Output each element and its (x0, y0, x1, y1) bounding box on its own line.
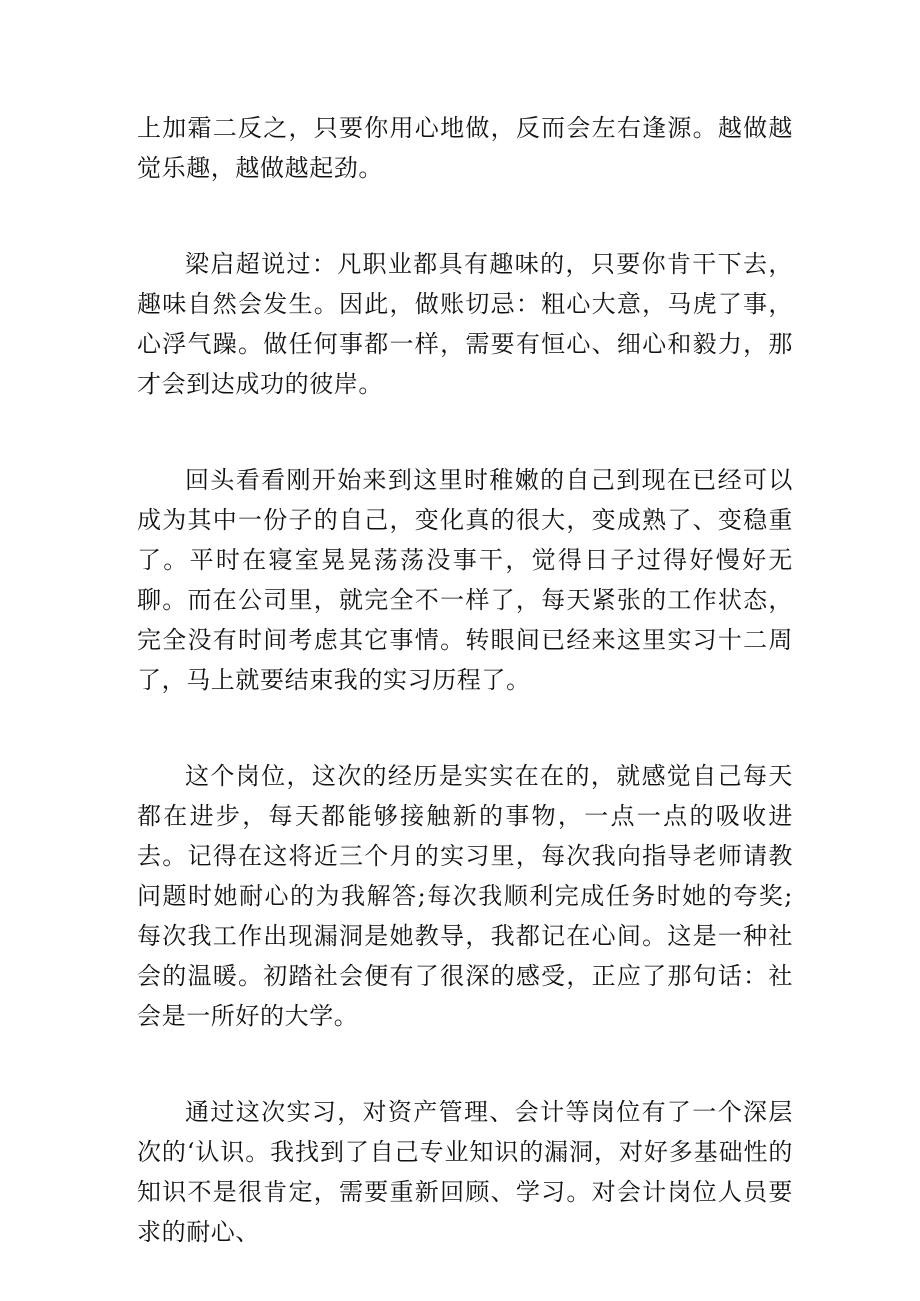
paragraph-4: 这个岗位，这次的经历是实实在在的，就感觉自己每天都在进步，每天都能够接触新的事物，一点一点的吸收进去。记得在这将近三个月的实习里，每次我向指导老师请教问题时她耐心的为我解答;每次我顺利完成任务时她的夸奖;每次我工作出现漏洞是她教导，我都记在心间。这是一种社会的温暖。初踏社会便有了很深的感受，正应了那句话：社会是一所好的大学。 (137, 762, 793, 1030)
document-body (137, 108, 793, 1252)
paragraph-2: 梁启超说过：凡职业都具有趣味的，只要你肯干下去，趣味自然会发生。因此，做账切忌：粗心大意，马虎了事，心浮气躁。做任何事都一样，需要有恒心、细心和毅力，那才会到达成功的彼岸。 (137, 250, 793, 398)
paragraph-1: 上加霜二反之，只要你用心地做，反而会左右逢源。越做越觉乐趣，越做越起劲。 (137, 114, 793, 182)
paragraph-3: 回头看看刚开始来到这里时稚嫩的自己到现在已经可以成为其中一份子的自己，变化真的很大，变成熟了、变稳重了。平时在寝室晃晃荡荡没事干，觉得日子过得好慢好无聊。而在公司里，就完全不一样了，每天紧张的工作状态，完全没有时间考虑其它事情。转眼间已经来这里实习十二周了，马上就要结束我的实习历程了。 (137, 466, 793, 694)
paragraph-5: 通过这次实习，对资产管理、会计等岗位有了一个深层次的‘认识。我找到了自己专业知识的漏洞，对好多基础性的知识不是很肯定，需要重新回顾、学习。对会计岗位人员要求的耐心、 (137, 1098, 793, 1246)
